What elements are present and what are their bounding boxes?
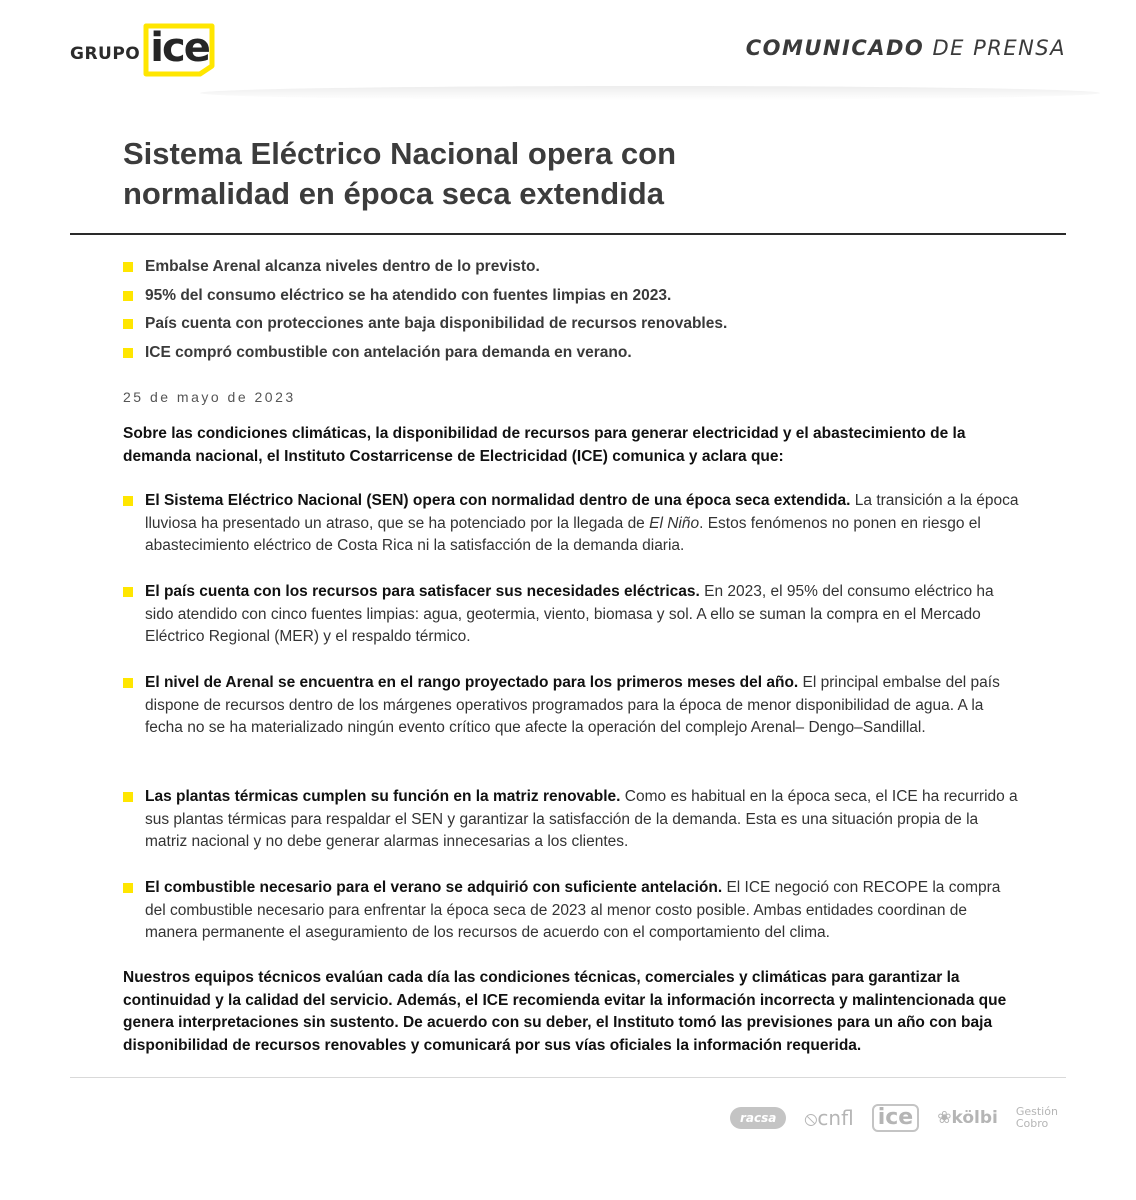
yellow-square-bullet-icon xyxy=(123,883,133,893)
yellow-square-bullet-icon xyxy=(123,291,133,301)
key-point xyxy=(123,786,1023,854)
cnfl-logo-text: cnfl xyxy=(817,1106,854,1130)
highlight-text: Embalse Arenal alcanza niveles dentro de lo previsto. xyxy=(145,258,540,275)
highlight-item xyxy=(123,256,727,285)
press-release-label xyxy=(746,36,1066,60)
header-shadow xyxy=(200,86,1100,100)
key-point-heading: El combustible necesario para el verano se adquirió con suficiente antelación. xyxy=(145,879,723,896)
highlight-text: País cuenta con protecciones ante baja disponibilidad de recursos renovables. xyxy=(145,315,728,332)
key-point-heading: Las plantas térmicas cumplen su función en la matriz renovable. xyxy=(145,788,621,805)
gestion-cobro-logo xyxy=(1016,1106,1058,1130)
logo-ice-box xyxy=(142,22,216,78)
intro-paragraph: Sobre las condiciones climáticas, la disponibilidad de recursos para generar electricidad y el abastecimiento de la demanda nacional, el Instituto Costarricense de Electricidad (ICE) comunica y aclara que: xyxy=(123,425,966,465)
highlight-item xyxy=(123,342,727,371)
footer-brand-logos xyxy=(730,1100,1058,1136)
highlights-list xyxy=(123,256,727,370)
highlight-text: 95% del consumo eléctrico se ha atendido con fuentes limpias en 2023. xyxy=(145,286,672,304)
page-title: Sistema Eléctrico Nacional opera con normalidad en época seca extendida xyxy=(123,136,677,211)
grupo-ice-logo xyxy=(70,20,216,80)
key-point-text: Como es habitual en la época seca, el ICE ha recurrido a sus plantas térmicas para respaldar el SEN y garantizar la satisfacción de la demanda. Esta es una situación propia de la matriz nacional y no debe generar alarmas innecesarias a los clientes. xyxy=(145,788,1018,850)
key-point-heading: El país cuenta con los recursos para satisfacer sus necesidades eléctricas. xyxy=(145,583,700,600)
kolbi-logo-text: kölbi xyxy=(951,1108,998,1128)
key-point xyxy=(123,877,1023,945)
cnfl-logo xyxy=(804,1106,853,1130)
kolbi-flower-icon: ❀ xyxy=(937,1108,952,1128)
key-point-text-after: . Estos fenómenos no ponen en riesgo el abastecimiento eléctrico de Costa Rica ni la satisfacción de la demanda diaria. xyxy=(145,514,981,554)
key-point-text: En 2023, el 95% del consumo eléctrico ha sido atendido con cinco fuentes limpias: agua, geotermia, viento, biomasa y sol. A ello se suman la compra en el Mercado Eléctrico Regional (MER) y el respaldo térmico. xyxy=(145,583,994,645)
key-point-text: El principal embalse del país dispone de recursos dentro de los márgenes operativos programados para la época de menor disponibilidad de agua. A la fecha no se ha materializado ningún evento crítico que afecte la operación del complejo Arenal– Dengo–Sandillal. xyxy=(145,674,1000,736)
racsa-logo: racsa xyxy=(730,1107,786,1129)
yellow-square-bullet-icon xyxy=(123,496,133,506)
page-header xyxy=(0,0,1136,100)
yellow-square-bullet-icon xyxy=(123,792,133,802)
kolbi-logo xyxy=(937,1108,998,1128)
footer-divider xyxy=(70,1077,1066,1078)
press-release-bold: COMUNICADO xyxy=(745,36,925,60)
press-release-rest: DE PRENSA xyxy=(924,36,1066,60)
title-divider xyxy=(70,233,1066,235)
highlight-item xyxy=(123,285,727,314)
closing-paragraph: Nuestros equipos técnicos evalúan cada día las condiciones técnicas, comerciales y climáticas para garantizar la continuidad y la calidad del servicio. Además, el ICE recomienda evitar la información incorrecta y malintencionada que genera interpretaciones sin sustento. De acuerdo con su deber, el Instituto tomó las previsiones para un año con baja disponibilidad de recursos renovables y comunicará por sus vías oficiales la información requerida. xyxy=(123,969,1007,1054)
key-point xyxy=(123,581,1023,649)
yellow-square-bullet-icon xyxy=(123,348,133,358)
highlight-item xyxy=(123,313,727,342)
ice-logo: ice xyxy=(872,1104,920,1132)
highlight-text: ICE compró combustible con antelación para demanda en verano. xyxy=(145,343,632,361)
key-point-heading: El nivel de Arenal se encuentra en el rango proyectado para los primeros meses del año. xyxy=(145,674,799,691)
gestion-logo-line2: Cobro xyxy=(1015,1117,1049,1130)
yellow-square-bullet-icon xyxy=(123,319,133,329)
yellow-square-bullet-icon xyxy=(123,678,133,688)
yellow-square-bullet-icon xyxy=(123,587,133,597)
release-date: 25 de mayo de 2023 xyxy=(123,389,296,405)
cnfl-swirl-icon: ⦸ xyxy=(804,1106,818,1130)
key-point-text: La transición a la época lluviosa ha presentado un atraso, que se ha potenciado por la llegada de xyxy=(145,492,1019,532)
logo-ice-text: ice xyxy=(150,25,209,71)
logo-grupo-text: GRUPO xyxy=(70,44,141,64)
key-point xyxy=(123,490,1023,558)
yellow-square-bullet-icon xyxy=(123,262,133,272)
gestion-logo-line1: Gestión xyxy=(1015,1105,1058,1118)
key-point-heading: El Sistema Eléctrico Nacional (SEN) opera con normalidad dentro de una época seca extendida. xyxy=(145,492,851,509)
key-point-italic: El Niño xyxy=(649,514,700,532)
key-point-text: El ICE negoció con RECOPE la compra del combustible necesario para enfrentar la época seca de 2023 al menor costo posible. Ambas entidades coordinan de manera permanente el aseguramiento de los recursos de acuerdo con el comportamiento del clima. xyxy=(145,879,1001,941)
key-point xyxy=(123,672,1023,740)
